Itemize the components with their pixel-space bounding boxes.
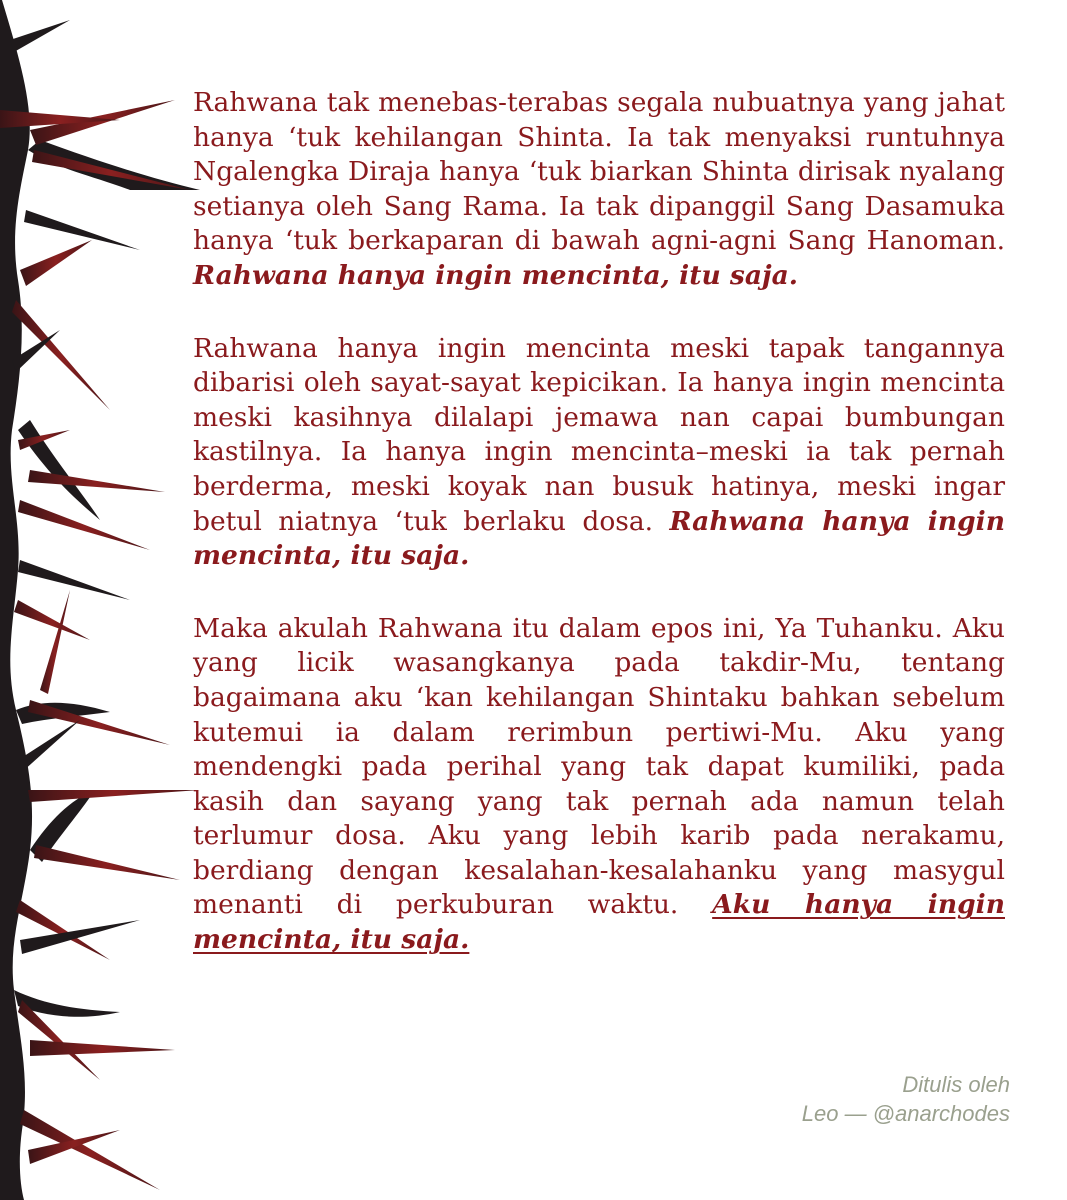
paragraph-1-emphasis: Rahwana hanya ingin mencinta, itu saja. bbox=[193, 259, 799, 291]
paragraph-3-text: Maka akulah Rahwana itu dalam epos ini, Ya Tuhanku. Aku yang licik wasangkanya pada takdir-Mu, tentang bagaimana aku ‘kan kehilangan Shintaku bahkan sebelum kutemui ia dalam rerimbun pertiwi-Mu. Aku yang mendengki pada perihal yang tak dapat kumiliki, pada kasih dan sayang yang tak pernah ada namun telah terlumur dosa. Aku yang lebih karib pada nerakamu, berdiang dengan kesalahan-kesalahanku yang masygul menanti di perkuburan waktu. bbox=[193, 612, 1005, 921]
credit-line-2: Leo — @anarchodes bbox=[801, 1101, 1010, 1126]
credit-line-1: Ditulis oleh bbox=[902, 1072, 1010, 1097]
paragraph-2 bbox=[193, 332, 1005, 574]
paragraph-1-text: Rahwana tak menebas-terabas segala nubuatnya yang jahat hanya ‘tuk kehilangan Shinta. Ia tak menyaksi runtuhnya Ngalengka Diraja hanya ‘tuk biarkan Shinta dirisak nyalang setianya oleh Sang Rama. Ia tak dipanggil Sang Dasamuka hanya ‘tuk berkaparan di bawah agni-agni Sang Hanoman. bbox=[193, 87, 1005, 257]
author-credit bbox=[802, 1070, 1010, 1128]
poem-body bbox=[193, 86, 1005, 996]
paragraph-3-emphasis: Aku hanya ingin mencinta, itu saja. bbox=[193, 889, 1005, 956]
paragraph-2-emphasis: Rahwana hanya ingin mencinta, itu saja. bbox=[193, 505, 1005, 572]
paragraph-2-text: Rahwana hanya ingin mencinta meski tapak tangannya dibarisi oleh sayat-sayat kepicikan. Ia hanya ingin mencinta meski kasihnya dilalapi jemawa nan capai bumbungan kastilnya. Ia hanya ingin mencinta–meski ia tak pernah berderma, meski koyak nan busuk hatinya, meski ingar betul niatnya ‘tuk berlaku dosa. bbox=[193, 332, 1005, 537]
paragraph-1 bbox=[193, 86, 1005, 294]
paragraph-3 bbox=[193, 612, 1005, 958]
